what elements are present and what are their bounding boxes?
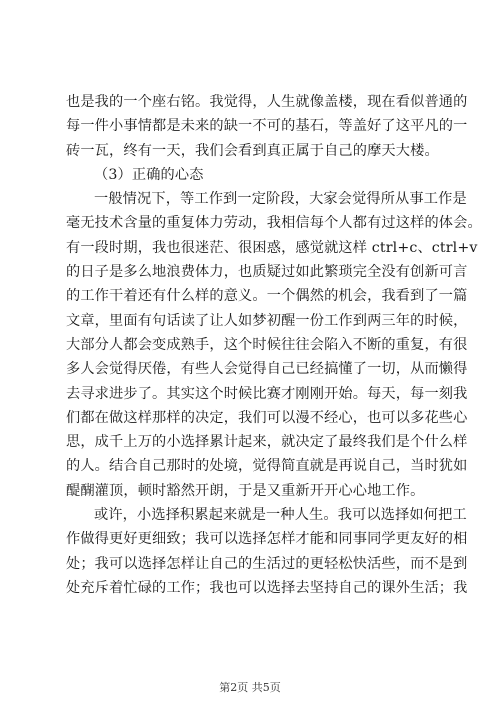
text-line: 也是我的一个座右铭。我觉得，人生就像盖楼，现在看似普通的: [66, 94, 468, 110]
text-line: 有一段时期，我也很迷茫、很困惑，感觉就这样 ctrl+c、ctrl+v: [66, 239, 478, 256]
text-line: 们都在做这样那样的决定，我们可以漫不经心，也可以多花些心: [66, 409, 468, 426]
text-line: 作做得更好更细致；我可以选择怎样才能和同事同学更友好的相: [66, 531, 468, 548]
text-line: 每一件小事情都是未来的缺一不可的基石，等盖好了这平凡的一: [66, 118, 468, 135]
text-line: 处充斥着忙碌的工作；我也可以选择去坚持自己的课外生活；我: [66, 579, 468, 596]
page-footer: 第2页 共5页: [219, 681, 281, 694]
text-line: 去寻求进步了。其实这个时候比赛才刚刚开始。每天，每一刻我: [66, 385, 468, 402]
text-line: 的日子是多么地浪费体力，也质疑过如此繁琐完全没有创新可言: [66, 264, 468, 281]
text-line: 砖一瓦，终有一天，我们会看到真正属于自己的摩天大楼。: [66, 142, 439, 159]
text-line: （3）正确的心态: [94, 166, 204, 183]
body-text: [66, 90, 482, 600]
text-line: 的工作干着还有什么样的意义。一个偶然的机会，我看到了一篇: [66, 288, 468, 305]
text-line: 文章，里面有句话读了让人如梦初醒一份工作到两三年的时候，: [66, 312, 468, 329]
text-line: 大部分人都会变成熟手，这个时候往往会陷入不断的重复，有很: [66, 336, 468, 353]
text-line: 毫无技术含量的重复体力劳动，我相信每个人都有过这样的体会。: [66, 215, 482, 232]
text-line: 醍醐灌顶，顿时豁然开朗，于是又重新开开心心地工作。: [66, 482, 425, 499]
text-line: 或许，小选择积累起来就是一种人生。我可以选择如何把工: [94, 507, 467, 524]
text-line: 处；我可以选择怎样让自己的生活过的更轻松快活些，而不是到: [66, 555, 468, 572]
text-line: 一般情况下，等工作到一定阶段，大家会觉得所从事工作是: [94, 191, 467, 208]
text-line: 的人。结合自己那时的处境，觉得简直就是再说自己，当时犹如: [66, 458, 468, 475]
text-line: 思，成千上万的小选择累计起来，就决定了最终我们是个什么样: [66, 434, 468, 451]
text-line: 多人会觉得厌倦，有些人会觉得自己已经搞懂了一切，从而懒得: [66, 361, 468, 378]
